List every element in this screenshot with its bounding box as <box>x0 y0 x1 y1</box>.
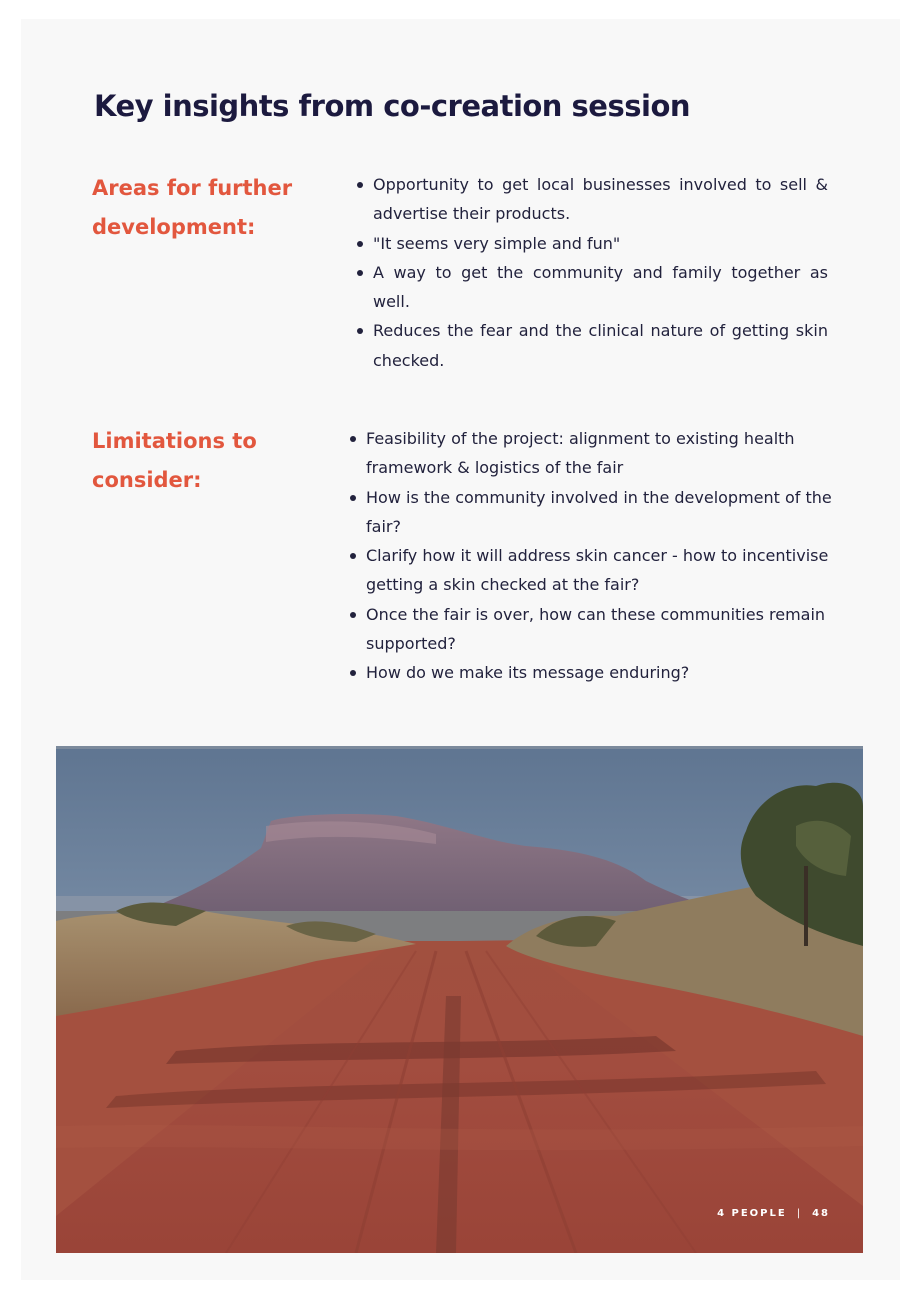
list-item: How do we make its message enduring? <box>366 658 836 687</box>
list-item: Clarify how it will address skin cancer - how to incentivise getting a skin checked at the fair? <box>366 541 836 600</box>
development-bullet-list <box>351 170 828 375</box>
list-item: Reduces the fear and the clinical nature of getting skin checked. <box>373 316 828 375</box>
page-footer <box>717 1208 830 1219</box>
report-page <box>21 19 900 1280</box>
development-heading-line-1: Areas for further <box>92 176 293 200</box>
page-title: Key insights from co-creation session <box>94 89 691 123</box>
list-item: A way to get the community and family together as well. <box>373 258 828 317</box>
footer-label: 4 PEOPLE <box>717 1208 787 1219</box>
page-number: 48 <box>812 1208 830 1219</box>
development-heading <box>92 169 292 247</box>
outback-road-photo <box>56 746 863 1253</box>
list-item: How is the community involved in the development of the fair? <box>366 483 836 542</box>
limitations-bullet-list <box>344 424 836 688</box>
limitations-heading-line-2: consider: <box>92 468 202 492</box>
footer-separator: | <box>796 1208 803 1219</box>
development-heading-line-2: development: <box>92 215 256 239</box>
limitations-heading-line-1: Limitations to <box>92 429 257 453</box>
list-item: Feasibility of the project: alignment to existing health framework & logistics of the fair <box>366 424 836 483</box>
list-item: Opportunity to get local businesses involved to sell & advertise their products. <box>373 170 828 229</box>
landscape-illustration <box>56 746 863 1253</box>
list-item: "It seems very simple and fun" <box>373 229 828 258</box>
list-item: Once the fair is over, how can these communities remain supported? <box>366 600 836 659</box>
limitations-heading <box>92 422 257 500</box>
